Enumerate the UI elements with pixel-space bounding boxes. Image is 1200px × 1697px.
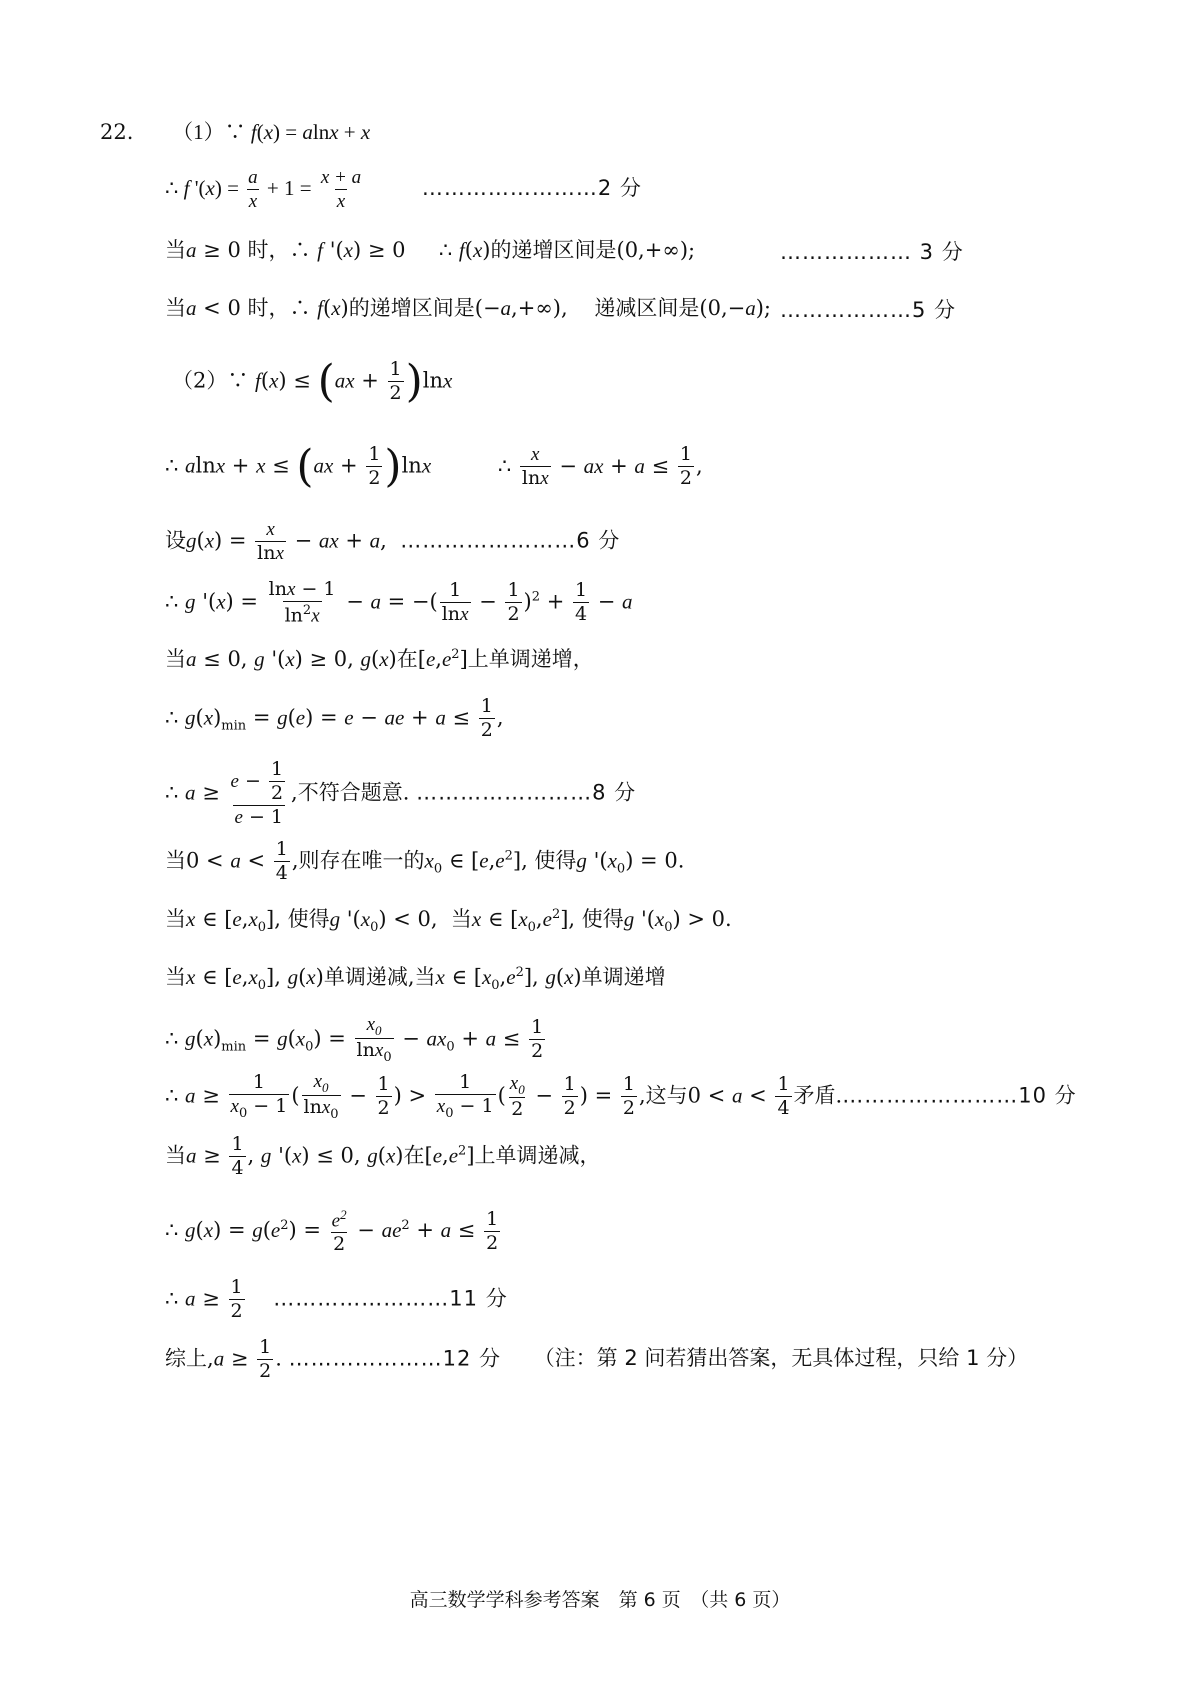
score-6: ……………………6 分 xyxy=(400,528,621,553)
problem-number: 22. xyxy=(100,120,134,144)
solution-line-8: ∴ g '(x) = $\frac{\ln x - 1}{\ln^2x}$ − a = −( $\frac{1}{\ln x}$ − $\frac{1}{2}$ )$^2$ + $\frac{1}{4}$ − a xyxy=(165,578,633,627)
solution-line-3: 当a ≥ 0 时，∴ f '(x) ≥ 0 ∴ f(x)的递增区间是(0,+∞); xyxy=(165,238,696,262)
solution-line-4: 当a < 0 时，∴ f(x)的递增区间是(−a,+∞), 递减区间是(0,−a); xyxy=(165,296,771,320)
solution-line-13: 当x ∈ $[e,x_0]$, 使得g '$(x_0) < 0$, 当x ∈ $[x_0,e^2]$, 使得g '$(x_0) > 0$. xyxy=(165,907,732,936)
score-12: …………………12 分 xyxy=(288,1346,501,1371)
solution-line-6: ∴ alnx + x ≤ (ax + $\frac{1}{2}$ )lnx ∴ $\frac{x}{\ln x}$ − ax + a ≤ $\frac{1}{2}$ , xyxy=(165,441,703,492)
solution-line-18: ∴ $g(x) = g(e^2)$ = $\frac{e^2}{2}$ − $ae^2 + a$ ≤ $\frac{1}{2}$ xyxy=(165,1207,499,1256)
solution-line-15: ∴ $g(x)_{min} = g(x_0)$ = $\frac{x_0}{\ln x_0}$ − $ax_0 + a$ ≤ $\frac{1}{2}$ xyxy=(165,1014,544,1066)
solution-line-2: ∴ f '(x) = $\frac{a}{x}$ + 1 = $\frac{x + a}{x}$ ……………………2 分 xyxy=(165,167,642,212)
solution-line-17: 当a ≥ $\frac{1}{4}$ , g '(x) ≤ 0, g(x)在$[e,e^2]$上单调递减， xyxy=(165,1133,601,1179)
solution-line-11: ∴ a ≥ e − $\frac{1}{2}$ e − 1 ,不符合题意. ……………………8 分 xyxy=(165,758,637,828)
solution-line-14: 当x ∈ $[e,x_0]$, g(x)单调递减,当x ∈ $[x_0,e^2]$, g(x)单调递增 xyxy=(165,965,666,994)
solution-line-1: 22. （1）∵ f(x) = alnx + x xyxy=(100,120,371,144)
scoring-note: （注：第 2 问若猜出答案，无具体过程，只给 1 分） xyxy=(533,1346,1029,1371)
solution-line-9: 当a ≤ 0, g '(x) ≥ 0, g(x)在$[e,e^2]$上单调递增， xyxy=(165,647,594,671)
solution-line-12: 当0 < a < $\frac{1}{4}$ ,则存在唯一的$x_0$ ∈ $[e,e^2]$, 使得g '$(x_0) = 0$. xyxy=(165,838,685,884)
solution-line-20: 综上,a ≥ $\frac{1}{2}$ . …………………12 分 （注：第 2 问若猜出答案，无具体过程，只给 1 分） xyxy=(165,1336,1029,1382)
score-11: ……………………11 分 xyxy=(273,1286,508,1311)
score-2: ……………………2 分 xyxy=(421,175,642,200)
score-5: ………………5 分 xyxy=(780,298,957,322)
solution-line-7: 设g(x) = $\frac{x}{\ln x}$ − ax + a, ……………………6 分 xyxy=(165,519,621,564)
solution-line-10: ∴ $g(x)_{min} = g(e) = e$ − ae + a ≤ $\frac{1}{2}$ , xyxy=(165,695,504,741)
page-footer: 高三数学学科参考答案 第 6 页 （共 6 页） xyxy=(409,1589,791,1611)
score-3: ……………… 3 分 xyxy=(780,240,964,264)
solution-line-5: （2）∵ f(x) ≤ (ax + $\frac{1}{2}$ )lnx xyxy=(172,356,453,407)
solution-line-19: ∴ a ≥ $\frac{1}{2}$ ……………………11 分 xyxy=(165,1276,508,1322)
score-10: ……………………10 分 xyxy=(842,1083,1077,1108)
solution-line-16: ∴ a ≥ $\frac{1}{x_0 - 1}$ ( $\frac{x_0}{\ln x_0}$ − $\frac{1}{2}$ ) > $\frac{1}{x_0 - 1}$ ( $\frac{x_0}{2}$ − $\frac{1}{2}$ ) = $\frac{1}{2}$ ,这与0 < a < $\frac{1}{4}$ 矛盾.……………………10 分 xyxy=(165,1071,1077,1123)
score-8: ……………………8 分 xyxy=(416,780,637,805)
